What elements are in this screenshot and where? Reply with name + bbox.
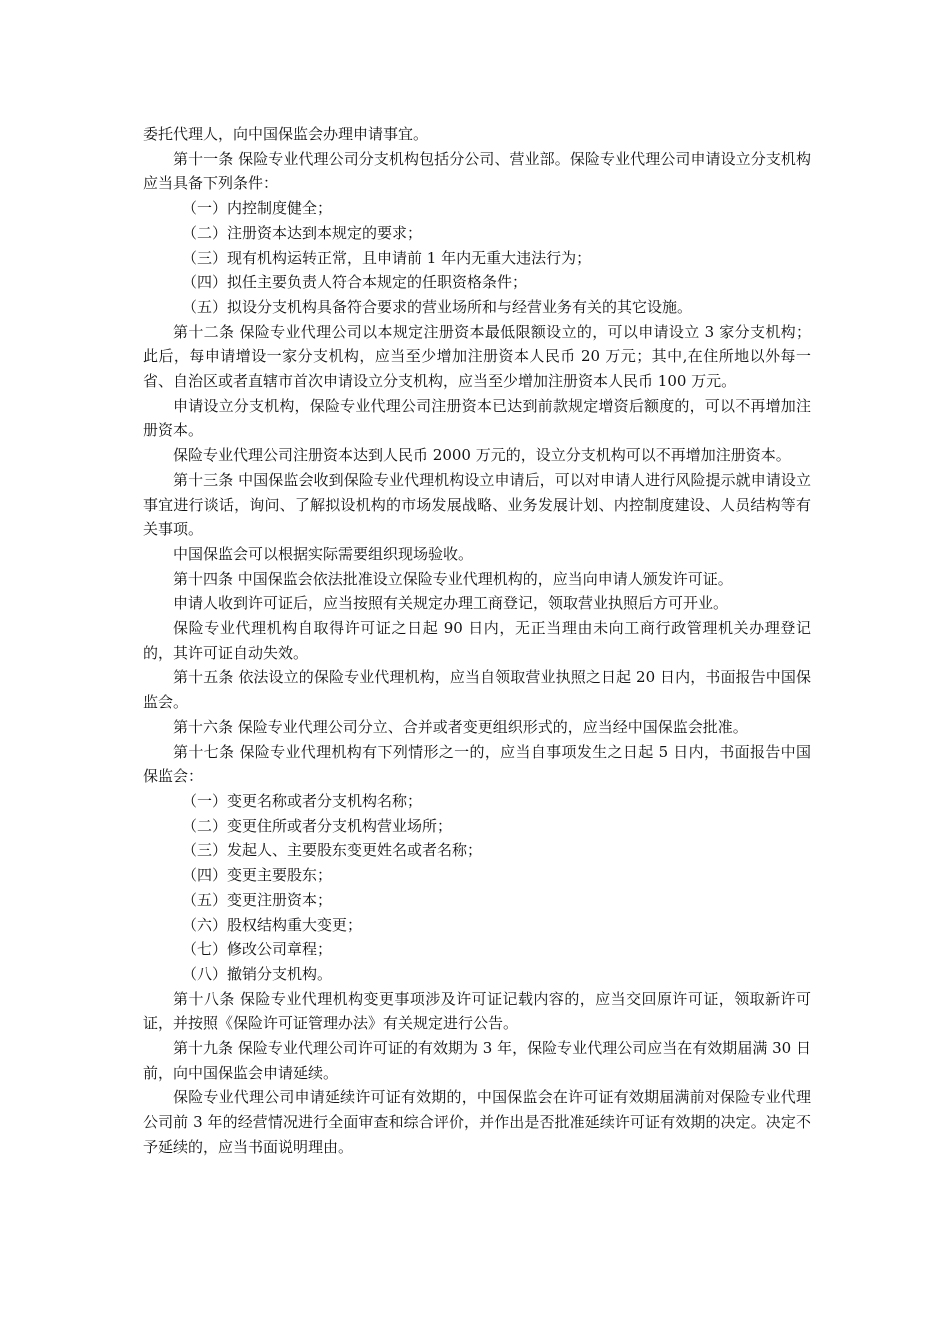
list-item: （三）发起人、主要股东变更姓名或者名称；	[182, 841, 483, 860]
list-item: （五）变更注册资本；	[182, 890, 333, 909]
list-item: （八）撤销分支机构。	[182, 964, 333, 983]
article-16: 第十六条 保险专业代理公司分立、合并或者变更组织形式的，应当经中国保监会批准。	[173, 717, 748, 736]
article-19: 第十九条 保险专业代理公司许可证的有效期为 3 年，保险专业代理公司应当在有效期届满 30 日前，向中国保监会申请延续。	[143, 1039, 811, 1082]
article-14: 第十四条 中国保监会依法批准设立保险专业代理机构的，应当向申请人颁发许可证。	[173, 569, 733, 588]
paragraph: 申请设立分支机构，保险专业代理公司注册资本已达到前款规定增资后额度的，可以不再增加注册资本。	[143, 396, 811, 440]
article-15: 第十五条 依法设立的保险专业代理机构，应当自领取营业执照之日起 20 日内，书面报告中国保监会。	[143, 668, 811, 712]
article-11: 第十一条 保险专业代理公司分支机构包括分公司、营业部。保险专业代理公司申请设立分支机构应当具备下列条件：	[143, 149, 811, 193]
article-18: 第十八条 保险专业代理机构变更事项涉及许可证记载内容的，应当交回原许可证，领取新许可证，并按照《保险许可证管理办法》有关规定进行公告。	[143, 989, 811, 1033]
list-item: （一）内控制度健全；	[182, 199, 333, 218]
list-item: （四）变更主要股东；	[182, 866, 333, 885]
paragraph: 中国保监会可以根据实际需要组织现场验收。	[173, 544, 474, 563]
article-13: 第十三条 中国保监会收到保险专业代理机构设立申请后，可以对申请人进行风险提示就申请设立事宜进行谈话，询问、了解拟设机构的市场发展战略、业务发展计划、内控制度建设、人员结构等有关事项。	[143, 470, 811, 539]
paragraph: 申请人收到许可证后，应当按照有关规定办理工商登记，领取营业执照后方可开业。	[173, 594, 729, 613]
list-item: （六）股权结构重大变更；	[182, 915, 363, 934]
article-17: 第十七条 保险专业代理机构有下列情形之一的，应当自事项发生之日起 5 日内，书面报告中国保监会：	[143, 742, 811, 786]
document-body	[143, 122, 811, 1160]
article-12: 第十二条 保险专业代理公司以本规定注册资本最低限额设立的，可以申请设立 3 家分支机构；此后，每申请增设一家分支机构，应当至少增加注册资本人民币 20 万元；其中,在住所地以外每一省、自治区或者直辖市首次申请设立分支机构，应当至少增加注册资本人民币 100 万元。	[143, 322, 811, 391]
paragraph: 保险专业代理公司申请延续许可证有效期的，中国保监会在许可证有效期届满前对保险专业代理公司前 3 年的经营情况进行全面审查和综合评价，并作出是否批准延续许可证有效期的决定。决定不予延续的，应当书面说明理由。	[143, 1088, 811, 1156]
list-item: （三）现有机构运转正常，且申请前 1 年内无重大违法行为；	[182, 248, 592, 267]
paragraph-continuation: 委托代理人，向中国保监会办理申请事宜。	[143, 125, 429, 143]
list-item: （二）变更住所或者分支机构营业场所；	[182, 816, 453, 835]
list-item: （二）注册资本达到本规定的要求；	[182, 223, 423, 242]
list-item: （五）拟设分支机构具备符合要求的营业场所和与经营业务有关的其它设施。	[182, 297, 693, 316]
paragraph: 保险专业代理机构自取得许可证之日起 90 日内，无正当理由未向工商行政管理机关办理登记的，其许可证自动失效。	[143, 619, 811, 662]
list-item: （七）修改公司章程；	[182, 940, 333, 959]
paragraph: 保险专业代理公司注册资本达到人民币 2000 万元的，设立分支机构可以不再增加注册资本。	[173, 446, 791, 465]
list-item: （一）变更名称或者分支机构名称；	[182, 791, 423, 810]
list-item: （四）拟任主要负责人符合本规定的任职资格条件；	[182, 273, 528, 292]
